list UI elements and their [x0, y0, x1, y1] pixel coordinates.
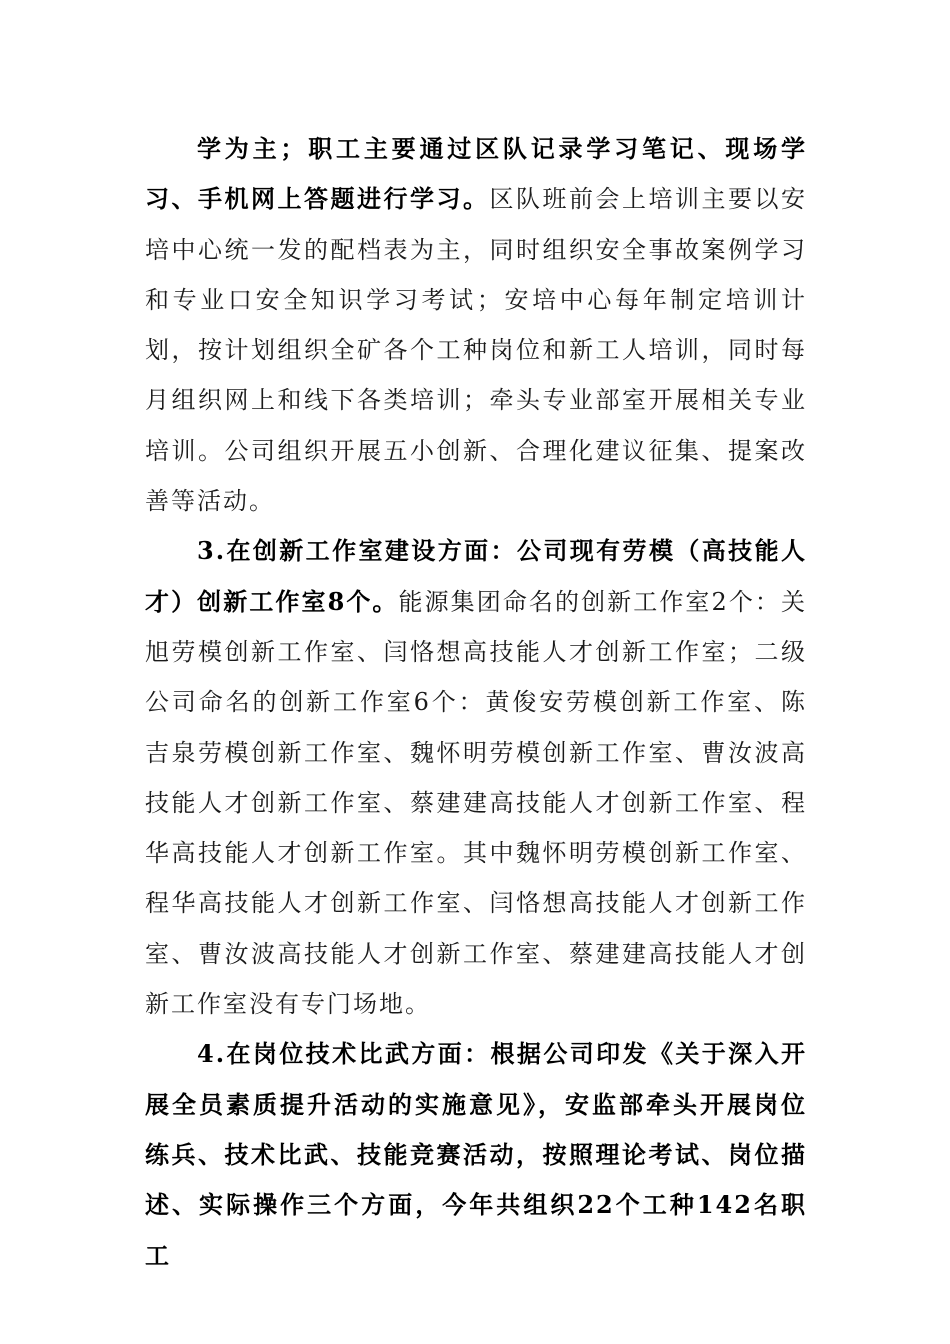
paragraph-skills-competition-lead: 4.在岗位技术比武方面：根据公司印发《关于深入开展全员素质提升活动的实施意见》，安监部牵头开展岗位练兵、技术比武、技能竞赛活动，按照理论考试、岗位描述、实际操作三个方面，今年共组织22个工种142名职工	[145, 1039, 807, 1270]
document-body	[145, 124, 807, 1281]
paragraph-innovation-studios	[145, 526, 807, 1029]
paragraph-innovation-studios-text: 能源集团命名的创新工作室2个：关旭劳模创新工作室、闫恪想高技能人才创新工作室；二级公司命名的创新工作室6个：黄俊安劳模创新工作室、陈吉泉劳模创新工作室、魏怀明劳模创新工作室、曹汝波高技能人才创新工作室、蔡建建高技能人才创新工作室、程华高技能人才创新工作室。其中魏怀明劳模创新工作室、程华高技能人才创新工作室、闫恪想高技能人才创新工作室、曹汝波高技能人才创新工作室、蔡建建高技能人才创新工作室没有专门场地。	[145, 587, 807, 1019]
paragraph-innovation-studios-lead: 3.在创新工作室建设方面：公司现有劳模（高技能人才）创新工作室8个。	[145, 536, 807, 616]
paragraph-training	[145, 124, 807, 526]
paragraph-training-lead: 学为主；职工主要通过区队记录学习笔记、现场学习、手机网上答题进行学习。	[145, 134, 807, 214]
paragraph-skills-competition	[145, 1029, 807, 1280]
paragraph-training-text: 区队班前会上培训主要以安培中心统一发的配档表为主，同时组织安全事故案例学习和专业口安全知识学习考试；安培中心每年制定培训计划，按计划组织全矿各个工种岗位和新工人培训，同时每月组织网上和线下各类培训；牵头专业部室开展相关专业培训。公司组织开展五小创新、合理化建议征集、提案改善等活动。	[145, 185, 807, 516]
